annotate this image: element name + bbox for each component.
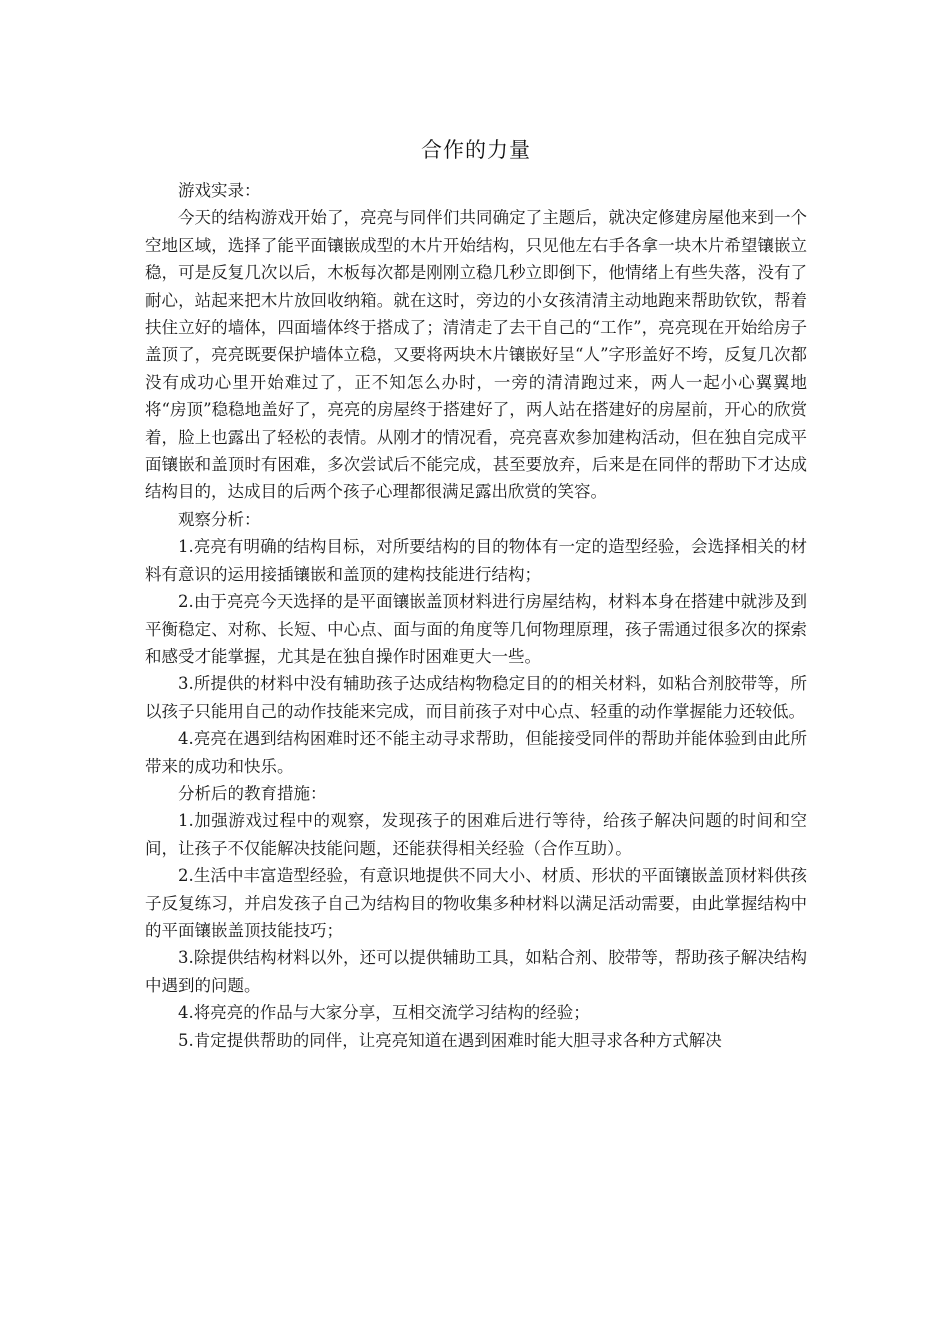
measure-item: 5.肯定提供帮助的同伴，让亮亮知道在遇到困难时能大胆寻求各种方式解决 bbox=[178, 1030, 722, 1050]
document-page bbox=[145, 135, 807, 1054]
measure-item: 2.生活中丰富造型经验，有意识地提供不同大小、材质、形状的平面镶嵌盖顶材料供孩子反复练习，并启发孩子自己为结构目的物收集多种材料以满足活动需要，由此掌握结构中的平面镶嵌盖顶技能技巧； bbox=[145, 866, 807, 940]
analysis-heading: 观察分析： bbox=[178, 509, 261, 529]
analysis-item: 2.由于亮亮今天选择的是平面镶嵌盖顶材料进行房屋结构，材料本身在搭建中就涉及到平衡稳定、对称、长短、中心点、面与面的角度等几何物理原理，孩子需通过很多次的探索和感受才能掌握，尤其是在独自操作时困难更大一些。 bbox=[145, 592, 807, 666]
game-record-heading: 游戏实录： bbox=[178, 181, 261, 200]
analysis-item: 1.亮亮有明确的结构目标，对所要结构的目的物体有一定的造型经验，会选择相关的材料有意识的运用接插镶嵌和盖顶的建构技能进行结构； bbox=[145, 537, 807, 584]
measure-item: 3.除提供结构材料以外，还可以提供辅助工具，如粘合剂、胶带等，帮助孩子解决结构中遇到的问题。 bbox=[145, 948, 807, 995]
document-title: 合作的力量 bbox=[421, 138, 531, 162]
measure-item: 4.将亮亮的作品与大家分享，互相交流学习结构的经验； bbox=[178, 1003, 590, 1023]
analysis-item: 3.所提供的材料中没有辅助孩子达成结构物稳定目的的相关材料，如粘合剂胶带等，所以孩子只能用自己的动作技能来完成，而目前孩子对中心点、轻重的动作掌握能力还较低。 bbox=[145, 674, 807, 721]
game-record-body: 今天的结构游戏开始了，亮亮与同伴们共同确定了主题后，就决定修建房屋他来到一个空地区域，选择了能平面镶嵌成型的木片开始结构，只见他左右手各拿一块木片希望镶嵌立稳，可是反复几次以后，木板每次都是刚刚立稳几秒立即倒下，他情绪上有些失落，没有了耐心，站起来把木片放回收纳箱。就在这时，旁边的小女孩清清主动地跑来帮助钦钦，帮着扶住立好的墙体，四面墙体终于搭成了；清清走了去干自己的“工作”，亮亮现在开始给房子盖顶了，亮亮既要保护墙体立稳，又要将两块木片镶嵌好呈“人”字形盖好不垮，反复几次都没有成功心里开始难过了，正不知怎么办时，一旁的清清跑过来，两人一起小心翼翼地将“房顶”稳稳地盖好了，亮亮的房屋终于搭建好了，两人站在搭建好的房屋前，开心的欣赏着，脸上也露出了轻松的表情。从刚才的情况看，亮亮喜欢参加建构活动，但在独自完成平面镶嵌和盖顶时有困难，多次尝试后不能完成，甚至要放弃，后来是在同伴的帮助下才达成结构目的，达成目的后两个孩子心理都很满足露出欣赏的笑容。 bbox=[145, 208, 807, 502]
analysis-item: 4.亮亮在遇到结构困难时还不能主动寻求帮助，但能接受同伴的帮助并能体验到由此所带来的成功和快乐。 bbox=[145, 729, 807, 776]
measure-item: 1.加强游戏过程中的观察，发现孩子的困难后进行等待，给孩子解决问题的时间和空间，让孩子不仅能解决技能问题，还能获得相关经验（合作互助）。 bbox=[145, 811, 807, 858]
measures-heading: 分析后的教育措施： bbox=[178, 783, 327, 803]
